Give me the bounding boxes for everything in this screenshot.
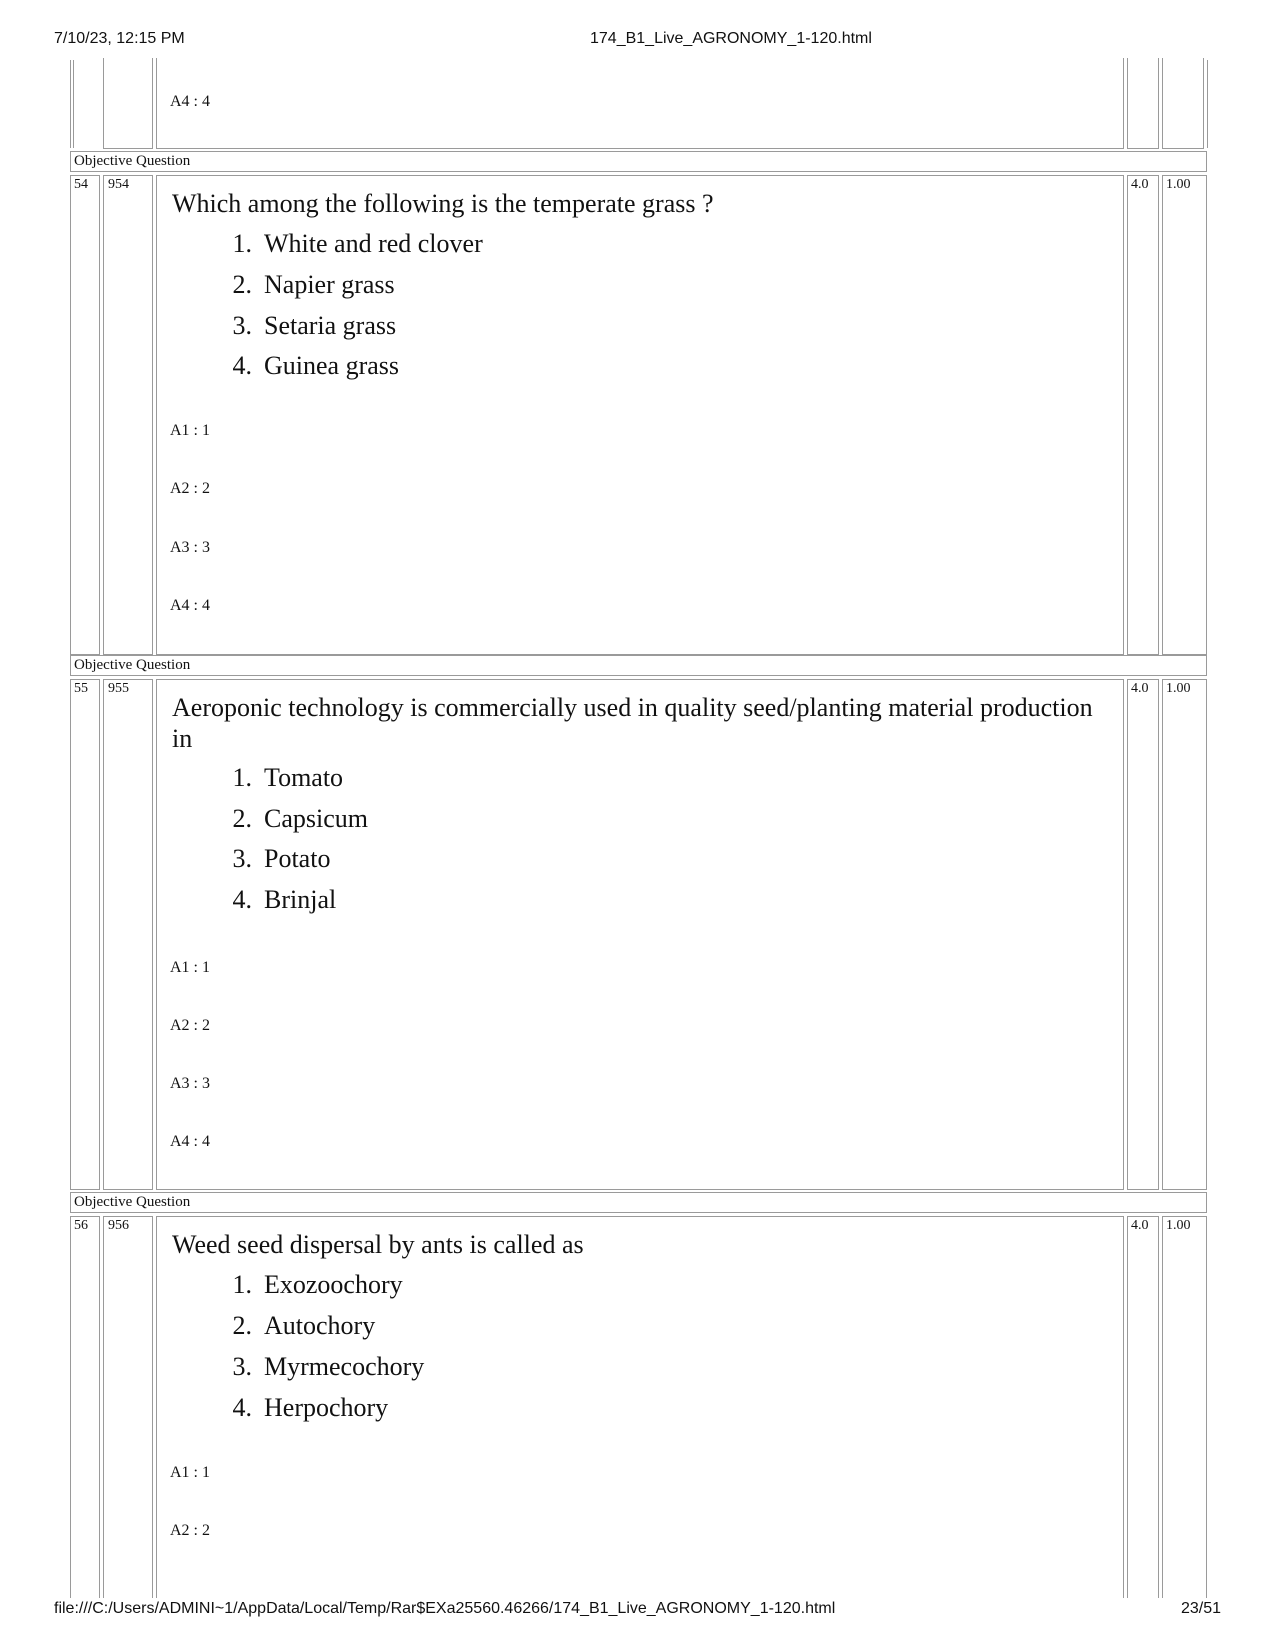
section-label-row (70, 655, 1207, 676)
answer-option: A3 : 3 (170, 539, 210, 556)
negative-marks: 1.00 (1166, 1218, 1191, 1233)
negative-marks: 1.00 (1166, 681, 1191, 696)
section-label: Objective Question (74, 657, 191, 673)
question-id: 956 (108, 1218, 129, 1233)
print-datetime: 7/10/23, 12:15 PM (54, 30, 185, 47)
option-item: 4. Guinea grass (232, 351, 400, 380)
option-item: 1. Tomato (232, 763, 344, 792)
question-id: 955 (108, 681, 129, 696)
option-item: 2. Napier grass (232, 270, 395, 299)
section-label: Objective Question (74, 1194, 191, 1210)
question-text: Aeroponic technology is commercially used in quality seed/planting material production in (172, 693, 1093, 753)
option-item: 2. Autochory (232, 1311, 376, 1340)
option-item: 4. Brinjal (232, 885, 337, 914)
option-item: 1. Exozoochory (232, 1270, 403, 1299)
print-title: 174_B1_Live_AGRONOMY_1-120.html (590, 30, 872, 47)
marks: 4.0 (1131, 177, 1149, 192)
question-text: Weed seed dispersal by ants is called as (172, 1230, 584, 1259)
option-item: 1. White and red clover (232, 229, 483, 258)
answer-option: A2 : 2 (170, 1522, 210, 1539)
answer-option: A1 : 1 (170, 959, 210, 976)
answer-option: A4 : 4 (170, 93, 210, 110)
option-item: 3. Myrmecochory (232, 1352, 425, 1381)
option-item: 3. Potato (232, 844, 331, 873)
answer-option: A1 : 1 (170, 422, 210, 439)
negative-marks: 1.00 (1166, 177, 1191, 192)
section-label-row (70, 1192, 1207, 1213)
option-item: 4. Herpochory (232, 1393, 389, 1422)
answer-option: A4 : 4 (170, 597, 210, 614)
serial-number: 56 (74, 1218, 88, 1233)
option-item: 3. Setaria grass (232, 311, 397, 340)
section-label-row (70, 151, 1207, 172)
file-path: file:///C:/Users/ADMINI~1/AppData/Local/Temp/Rar$EXa25560.46266/174_B1_Live_AGRONOMY_1-120.html (54, 1600, 836, 1617)
question-text: Which among the following is the temperate grass ? (172, 189, 714, 218)
answer-option: A4 : 4 (170, 1133, 210, 1150)
question-id: 954 (108, 177, 129, 192)
answer-option: A3 : 3 (170, 1075, 210, 1092)
answer-option: A2 : 2 (170, 1017, 210, 1034)
answer-option: A2 : 2 (170, 480, 210, 497)
serial-number: 55 (74, 681, 88, 696)
page-number: 23/51 (1181, 1600, 1222, 1617)
option-item: 2. Capsicum (232, 804, 368, 833)
marks: 4.0 (1131, 1218, 1149, 1233)
serial-number: 54 (74, 177, 88, 192)
section-label: Objective Question (74, 153, 191, 169)
marks: 4.0 (1131, 681, 1149, 696)
answer-option: A1 : 1 (170, 1464, 210, 1481)
